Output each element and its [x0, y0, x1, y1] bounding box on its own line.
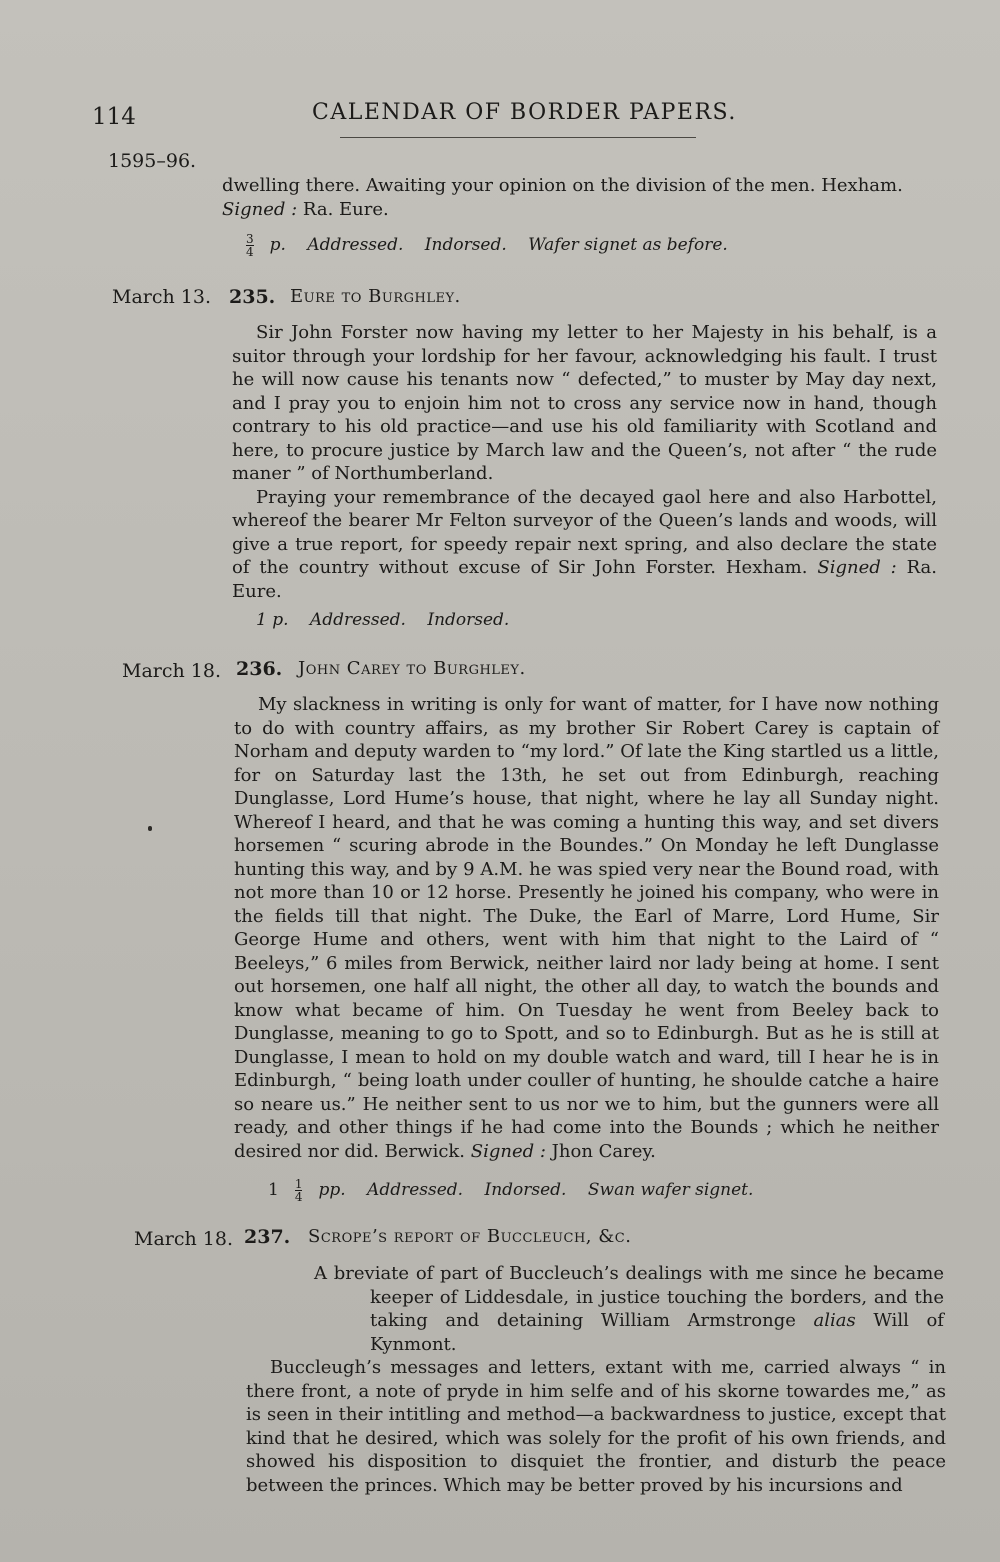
entry-paragraph: My slackness in writing is only for want of matter, for I have now nothing to do with country affairs, as my brother Sir Robert Carey is captain of Norham and deputy warden to “my lord.” Of late the King startled us a little, for on Saturday last the 13th, he set out from Edinburgh, reaching Dunglasse, Lord Hume’s house, that night, where he lay all Sunday night. Whereof I heard, and that he was coming a hunting this way, and set divers horsemen “ scuring abrode in the Boundes.” On Monday he left Dunglasse hunting this way, and by 9 A.M. he was spied very near the Bound road, with not more than 10 or 12 horse. Presently he joined his company, who were in the fields till that night. The Duke, the Earl of Marre, Lord Hume, Sir George Hume and others, went with him that night to the Laird of “ Beeleys,” 6 miles from Berwick, neither laird nor lady being at home. I sent out horsemen, one half all night, the other all day, to watch the bounds and know what became of him. On Tuesday he went from Beeley back to Dunglasse, meaning to go to Spott, and so to Edinburgh. But as he is still at Dunglasse, I mean to hold on my double watch and ward, till I hear he is in Edinburgh, “ being loath under couller of hunting, he shoulde catche a haire so neare us.” He neither sent to us nor we to him, but the gunners were all ready, and other things if he had come into the Bounds ; which he neither desired nor did. Berwick. Signed : Jhon Carey.	[234, 694, 939, 1162]
carryover-line: dwelling there. Awaiting your opinion on the division of the men. Hexham.	[222, 175, 903, 196]
running-title: CALENDAR OF BORDER PAPERS.	[312, 100, 737, 125]
entry-body	[234, 693, 939, 1163]
note-indorsed: Indorsed.	[424, 235, 507, 255]
size-label: p.	[269, 235, 286, 255]
note-indorsed: Indorsed.	[484, 1180, 567, 1200]
note-addressed: Addressed.	[309, 610, 406, 630]
note-indorsed: Indorsed.	[427, 610, 510, 630]
fraction: $\frac{3}{4}$	[246, 232, 254, 259]
year-heading: 1595–96.	[108, 150, 197, 172]
entry-number: 235.	[229, 286, 276, 308]
note-addressed: Addressed.	[307, 235, 404, 255]
note-addressed: Addressed.	[367, 1180, 464, 1200]
entry-paragraph: Buccleugh’s messages and letters, extant with me, carried always “ in there front, a note of pryde in him selfe and of his skorne towardes me,” as is seen in their intitling and method—a backwardness to justice, except that kind that he desired, which was solely for the profit of his own friends, and showed his disposition to disquiet the frontier, and disturb the peace between the princes. Which may be better proved by his incursions and	[246, 1357, 946, 1496]
entry-date: March 13.	[112, 286, 211, 308]
entry-body	[232, 321, 937, 603]
entry-paragraph: Sir John Forster now having my letter to her Majesty in his behalf, is a suitor through your lordship for her favour, acknowledging his fault. I trust he will now cause his tenants now “ defected,” to muster by May day next, and I pray you to enjoin him not to cross any service now in hand, though contrary to his old practice—and use his old familiarity with Scotland and here, to procure justice by March law and the Queen’s, not after “ the rude maner ” of Northumberland.	[232, 322, 937, 484]
signed-label: Signed :	[817, 557, 897, 578]
size-label: 1 p.	[256, 610, 289, 630]
signed-label: Signed :	[470, 1140, 546, 1162]
fraction: $\frac{1}{4}$	[294, 1177, 303, 1204]
note-wafer: Wafer signet as before.	[528, 235, 728, 255]
signed-name: Ra. Eure.	[302, 198, 389, 220]
breviate-heading	[314, 1262, 944, 1356]
entry-title: Eure to Burghley.	[290, 286, 461, 307]
entry-date: March 18.	[122, 660, 221, 682]
breviate-paragraph: A breviate of part of Buccleuch’s dealings with me since he became keeper of Liddesdale, in justice touching the borders, and the taking and detaining William Armstronge alias Will of Kynmont.	[314, 1263, 944, 1355]
entry-number: 237.	[244, 1226, 291, 1248]
size-label: pp.	[318, 1180, 346, 1200]
entry-notes	[268, 1178, 769, 1203]
note-wafer: Swan wafer signet.	[587, 1180, 754, 1200]
entry-number: 236.	[236, 658, 283, 680]
carryover-text	[222, 174, 937, 221]
signed-label: Signed :	[222, 198, 298, 220]
carryover-notes	[246, 233, 744, 258]
entry-body	[246, 1356, 946, 1497]
ink-speck	[148, 826, 152, 831]
entry-date: March 18.	[134, 1228, 233, 1250]
header-rule	[340, 137, 696, 138]
entry-paragraph: Praying your remembrance of the decayed gaol here and also Harbottel, whereof the bearer Mr Felton surveyor of the Queen’s lands and woods, will give a true report, for speedy repair next spring, and also declare the state of the country without excuse of Sir John Forster. Hexham. Signed : Ra. Eure.	[232, 486, 937, 602]
signed-name: Ra. Eure.	[232, 557, 937, 602]
signed-name: Jhon Carey.	[551, 1140, 656, 1162]
entry-title: John Carey to Burghley.	[298, 658, 526, 679]
size-whole: 1	[268, 1180, 279, 1200]
entry-notes	[256, 610, 525, 630]
entry-title: Scrope’s report of Buccleuch, &c.	[308, 1226, 632, 1247]
page-number: 114	[92, 104, 136, 130]
